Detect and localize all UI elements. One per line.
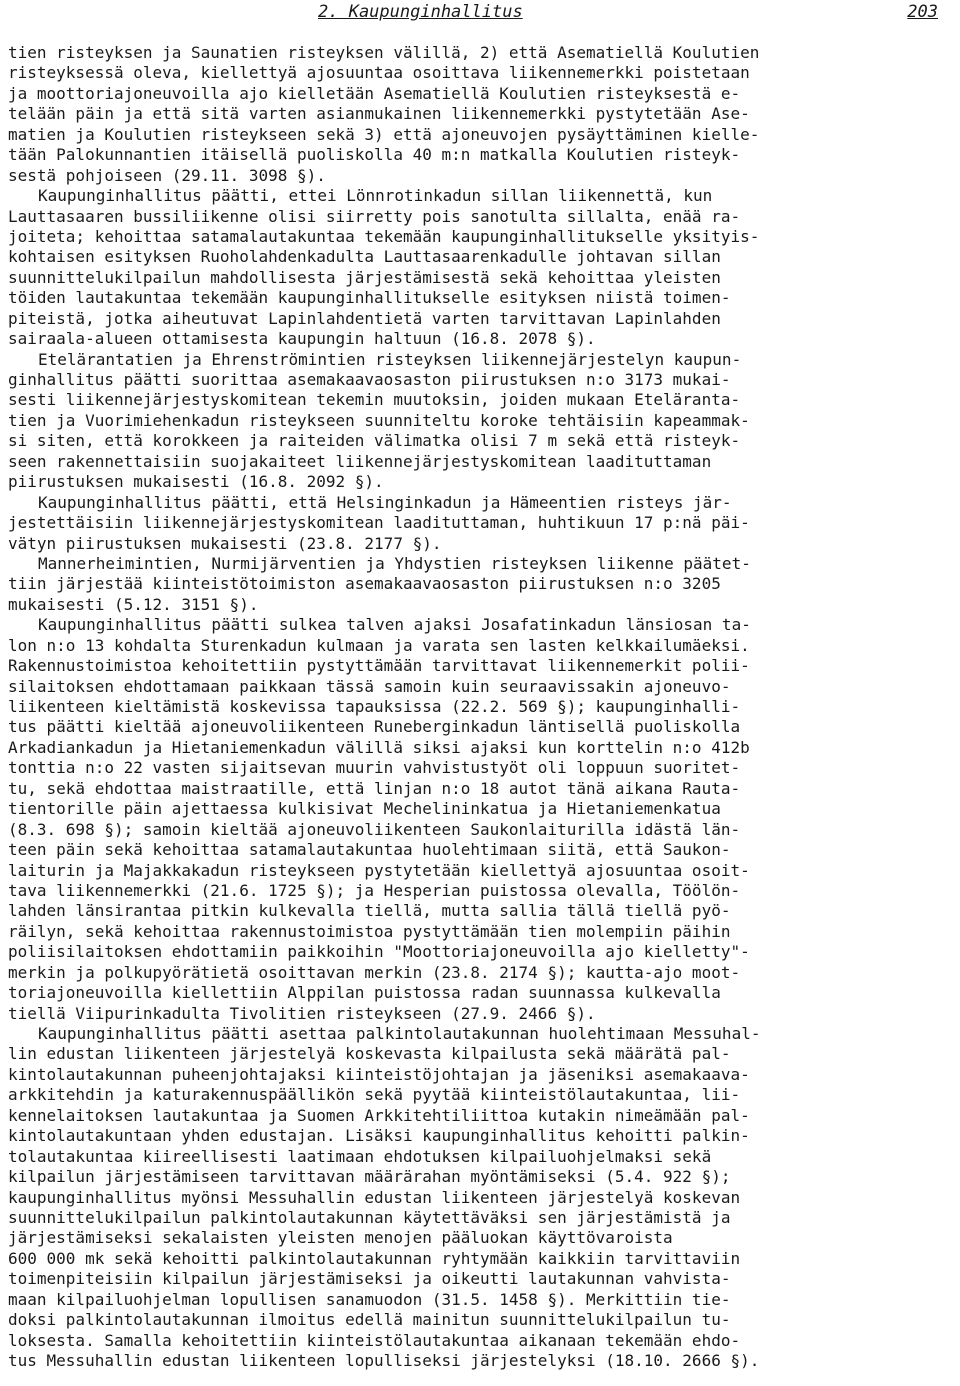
text-line: lin edustan liikenteen järjestelyä koskevasta kilpailusta sekä määrätä pal- <box>8 1044 731 1064</box>
text-line: risteyksessä oleva, kiellettyä ajosuuntaa osoittava liikennemerkki poistetaan <box>8 63 750 83</box>
text-line: lon n:o 13 kohdalta Sturenkadun kulmaan ja varata sen lasten kelkkailumäeksi. <box>8 635 750 655</box>
text-line: tientorille päin ajettaessa kulkisivat Mechelininkatua ja Hietaniemenkatua <box>8 799 721 819</box>
text-line: Lauttasaaren bussiliikenne olisi siirretty pois sanotulta sillalta, enää ra- <box>8 206 741 226</box>
text-line: suunnittelukilpailun palkintolautakunnan käytettäväksi sen järjestämistä ja <box>8 1207 731 1227</box>
text-line: piteistä, jotka aiheutuvat Lapinlahdentietä varten tarvittavan Lapinlahden <box>8 308 721 328</box>
text-line: piirustuksen mukaisesti (16.8. 2092 §). <box>8 472 384 492</box>
body-text <box>8 43 956 1371</box>
text-line: Kaupunginhallitus päätti asettaa palkintolautakunnan huolehtimaan Messuhal- <box>38 1024 761 1043</box>
text-line: kaupunginhallitus myönsi Messuhallin edustan liikenteen järjestelyä koskevan <box>8 1187 741 1207</box>
text-line: laiturin ja Majakkakadun risteykseen pystytetään kiellettyä ajosuuntaa osoit- <box>8 860 750 880</box>
text-line: kennelaitoksen lautakuntaa ja Suomen Arkkitehtiliittoa kutakin nimeämään pal- <box>8 1105 750 1125</box>
text-line: teen päin sekä kehoittaa satamalautakuntaa huolehtimaan siitä, että Saukon- <box>8 840 731 860</box>
text-line: ja moottoriajoneuvoilla ajo kielletään Asematiellä Koulutien risteyksestä e- <box>8 83 741 103</box>
text-line: tien ja Vuorimiehenkadun risteykseen suunniteltu koroke tehtäisiin kapeammak- <box>8 410 750 430</box>
text-line: järjestämiseksi sekalaisten yleisten menojen pääluokan käyttövaroista <box>8 1228 673 1248</box>
text-line: Kaupunginhallitus päätti sulkea talven ajaksi Josafatinkadun länsiosan ta- <box>38 615 751 635</box>
text-line: liikenteen kieltämistä koskevissa tapauksissa (22.2. 569 §); kaupunginhalli- <box>8 697 741 716</box>
text-line: tava liikennemerkki (21.6. 1725 §); ja Hesperian puistossa olevalla, Töölön- <box>8 880 741 900</box>
page-number: 203 <box>907 2 938 22</box>
text-line: tu, sekä ehdottaa maistraatille, että linjan n:o 18 autot tänä aikana Rauta- <box>8 778 741 798</box>
text-line: Mannerheimintien, Nurmijärventien ja Yhdystien risteyksen liikenne päätet- <box>38 553 751 573</box>
text-line: Kaupunginhallitus päätti, että Helsinginkadun ja Hämeentien risteys jär- <box>38 492 732 512</box>
text-line: toriajoneuvoilla kiellettiin Alppilan puistossa radan suunnassa kulkevalla <box>8 983 721 1003</box>
text-line: kohtaisen esityksen Ruoholahdenkadulta Lauttasaarenkadulle johtavan sillan <box>8 247 721 267</box>
text-line: kintolautakuntaan yhden edustajan. Lisäksi kaupunginhallitus kehoitti palkin- <box>8 1126 750 1146</box>
text-line: kintolautakunnan puheenjohtajaksi kiinteistöjohtajan ja jäseniksi asemakaava- <box>8 1064 750 1084</box>
text-line: tiin järjestää kiinteistötoimiston asemakaavaosaston piirustuksen n:o 3205 <box>8 574 721 594</box>
section-title: 2. Kaupunginhallitus <box>318 2 523 22</box>
text-line: merkin ja polkupyörätietä osoittavan merkin (23.8. 2174 §); kautta-ajo moot- <box>8 962 741 982</box>
text-line: matien ja Koulutien risteykseen sekä 3) että ajoneuvojen pysäyttäminen kielle- <box>8 124 760 144</box>
text-line: suunnittelukilpailun mahdollisesta järjestämisestä sekä kehoittaa yleisten <box>8 267 721 287</box>
text-line: Arkadiankadun ja Hietaniemenkadun välillä siksi ajaksi kun korttelin n:o 412b <box>8 737 750 757</box>
text-line: mukaisesti (5.12. 3151 §). <box>8 594 259 614</box>
text-line: töiden lautakuntaa tekemään kaupunginhallitukselle esityksen niistä toimen- <box>8 288 731 308</box>
text-line: Kaupunginhallitus päätti, ettei Lönnrotinkadun sillan liikennettä, kun <box>38 186 713 206</box>
text-line: ginhallitus päätti suorittaa asemakaavaosaston piirustuksen n:o 3173 mukai- <box>8 370 731 389</box>
text-line: arkkitehdin ja katurakennuspäällikön sekä pyytää kiinteistölautakuntaa, lii- <box>8 1085 741 1105</box>
text-line: tään Palokunnantien itäisellä puoliskolla 40 m:n matkalla Koulutien risteyk- <box>8 145 741 165</box>
text-line: räilyn, sekä kehoittaa rakennustoimistoa pystyttämään tien molempiin päihin <box>8 921 731 941</box>
text-line: toimenpiteisiin kilpailun järjestämiseksi ja oikeutti lautakunnan vahvista- <box>8 1269 731 1289</box>
text-line: tonttia n:o 22 vasten sijaitsevan muurin vahvistustyöt oli loppuun suoritet- <box>8 758 741 778</box>
text-line: poliisilaitoksen ehdottamiin paikkoihin "Moottoriajoneuvoilla ajo kielletty"- <box>8 942 750 962</box>
text-line: joiteta; kehoittaa satamalautakuntaa tekemään kaupunginhallitukselle yksityis- <box>8 226 760 246</box>
text-line: jestettäisiin liikennejärjestyskomitean laadituttaman, huhtikuun 17 p:nä päi- <box>8 513 750 533</box>
text-line: maan kilpailuohjelman lopullisen sanamuodon (31.5. 1458 §). Merkittiin tie- <box>8 1289 731 1309</box>
text-line: tiellä Viipurinkadulta Tivolitien risteykseen (27.9. 2466 §). <box>8 1003 596 1023</box>
text-line: doksi palkintolautakunnan ilmoitus edellä mainitun suunnittelukilpailun tu- <box>8 1310 731 1330</box>
text-line: lahden länsirantaa pitkin kulkevalla tiellä, mutta sallia tällä tiellä pyö- <box>8 901 731 921</box>
text-line: si siten, että korokkeen ja raiteiden välimatka olisi 7 m sekä että risteyk- <box>8 431 741 451</box>
text-line: (8.3. 698 §); samoin kieltää ajoneuvoliikenteen Saukonlaiturilla idästä län- <box>8 819 741 839</box>
text-line: Rakennustoimistoa kehoitettiin pystyttämään tarvittavat liikennemerkit polii- <box>8 656 750 676</box>
text-line: sesti liikennejärjestyskomitean tekemin muutoksin, joiden mukaan Eteläranta- <box>8 390 741 410</box>
text-line: sestä pohjoiseen (29.11. 3098 §). <box>8 165 326 185</box>
text-line: kilpailun järjestämiseen tarvittavan määrärahan myöntämiseksi (5.4. 922 §); <box>8 1167 731 1187</box>
text-line: silaitoksen ehdottamaan paikkaan tässä samoin kuin seuraavissakin ajoneuvo- <box>8 676 731 696</box>
text-line: 600 000 mk sekä kehoitti palkintolautakunnan ryhtymään kaikkiin tarvittaviin <box>8 1248 741 1268</box>
text-line: tolautakuntaa kiireellisesti laatimaan ehdotuksen kilpailuohjelmaksi sekä <box>8 1146 712 1166</box>
text-line: tus päätti kieltää ajoneuvoliikenteen Runeberginkadun läntisellä puoliskolla <box>8 717 741 737</box>
text-line: seen rakennettaisiin suojakaiteet liikennejärjestyskomitean laadituttaman <box>8 451 712 471</box>
text-line: vätyn piirustuksen mukaisesti (23.8. 2177 §). <box>8 533 442 553</box>
text-line: tus Messuhallin edustan liikenteen lopulliseksi järjestelyksi (18.10. 2666 §). <box>8 1351 760 1370</box>
text-line: Etelärantatien ja Ehrenströmintien risteyksen liikennejärjestelyn kaupun- <box>38 349 742 369</box>
text-line: loksesta. Samalla kehoitettiin kiinteistölautakuntaa aikanaan tekemään ehdo- <box>8 1330 741 1350</box>
text-line: tien risteyksen ja Saunatien risteyksen välillä, 2) että Asematiellä Koulutien <box>8 43 760 62</box>
page-header <box>0 2 960 24</box>
text-line: sairaala-alueen ottamisesta kaupungin haltuun (16.8. 2078 §). <box>8 329 596 349</box>
text-line: telään päin ja että sitä varten asianmukainen liikennemerkki pystytetään Ase- <box>8 104 750 124</box>
